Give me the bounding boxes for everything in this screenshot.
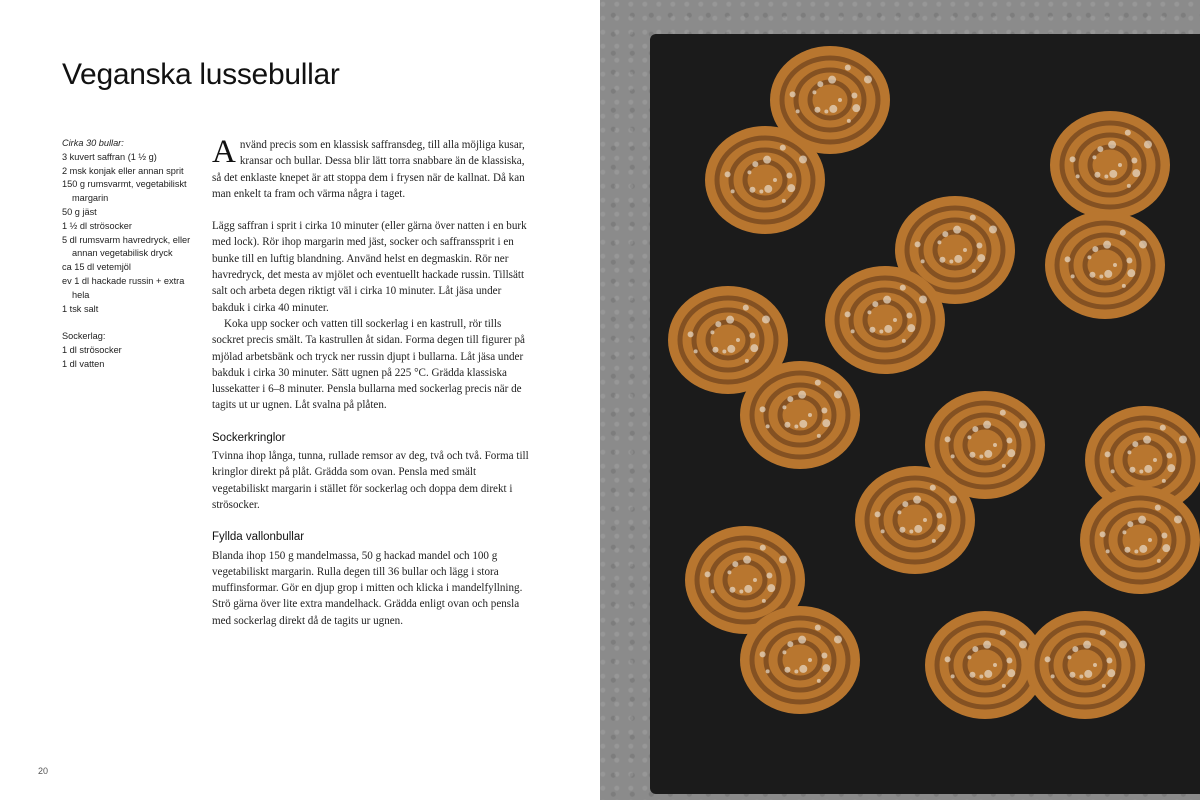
variation-text: Tvinna ihop långa, tunna, rullade remsor av deg, två och två. Forma till kringlor direkt på plåt. Grädda som ovan. Pensla med smält vegetabiliskt margarin i stället för sockerlag och doppa dem direkt i strösocker. [212,450,529,511]
saffron-bun [1078,478,1200,602]
syrup-item: 1 dl vatten [62,358,105,369]
ingredient-spacer [62,316,202,330]
ingredient-list [62,137,202,372]
saffron-bun [853,458,977,582]
page-number: 20 [38,766,49,776]
method-step-1: Lägg saffran i sprit i cirka 10 minuter (eller gärna över natten i en burk med lock). Rör ihop margarin med jäst, socker och saffranssprit i en bunke till en luftig blandning. Använd helst en degmaskin. Rör ner havredryck, det mesta av mjölet och eventuellt hackade russin. Tillsätt salt och arbeta degen riktigt väl i cirka 10 minuter. Låt jäsa under bakduk i cirka 40 minuter. [212,220,527,314]
ingredient-item: 1 ½ dl strösocker [62,220,132,231]
ingredient-item: 150 g rumsvarmt, vegetabiliskt margarin [62,179,187,204]
ingredient-item: 3 kuvert saffran (1 ½ g) [62,151,157,162]
ingredient-item: 2 msk konjak eller annan sprit [62,165,184,176]
variation-heading: Sockerkringlor [212,431,286,444]
method-step-2: Koka upp socker och vatten till sockerlag i en kastrull, rör tills sockret precis smält. Ta kastrullen åt sidan. Forma degen till figurer på mjölad arbetsbänk och tryck ner russin djupt i bullarna. Låt jäsa under bakduk i cirka 30 minuter. Sätt ugnen på 225 °C. Grädda klassiska lussekatter i 6–8 minuter. Pensla bullarna med sockerlag precis när de tagits ut ur ugnen. Låt svalna på plåten. [212,317,525,412]
recipe-yield: Cirka 30 bullar: [62,138,124,148]
intro-paragraph [212,134,532,202]
ingredient-item: 1 tsk salt [62,303,99,314]
ingredient-item: 50 g jäst [62,206,97,217]
syrup-item: 1 dl strösocker [62,344,122,355]
saffron-bun [738,353,862,477]
variation-heading: Fyllda vallonbullar [212,531,305,544]
ingredient-item: ca 15 dl vetemjöl [62,262,131,273]
saffron-bun [1043,203,1167,327]
syrup-heading: Sockerlag: [62,331,106,342]
ingredient-item: 5 dl rumsvarm havredryck, eller annan vegetabilisk dryck [62,234,191,259]
intro-text: nvänd precis som en klassisk saffransdeg, till alla möjliga kusar, kransar och bullar. Dessa blir lätt torra snabbare än de klassiska, så det enklaste knepet är att stoppa dem i frysen när de kallnat. Då kan man enkelt ta fram och värma några i taget. [212,139,525,200]
method-text [212,134,532,629]
saffron-bun [703,118,827,242]
drop-cap: A [212,134,236,170]
ingredient-item: ev 1 dl hackade russin + extra hela [62,275,185,300]
variation-text: Blanda ihop 150 g mandelmassa, 50 g hackad mandel och 100 g vegetabiliskt margarin. Rulla degen till 36 bullar och lägg i stora muffinsformar. Gör en djup grop i mitten och klicka i mandelfyllning. Strö gärna över lite extra mandelhack. Grädda enligt ovan och pensla med sockerlag direkt då de tagits ur ugnen. [212,549,523,627]
saffron-bun [1023,603,1147,727]
recipe-title: Veganska lussebullar [62,58,340,91]
saffron-bun [738,598,862,722]
